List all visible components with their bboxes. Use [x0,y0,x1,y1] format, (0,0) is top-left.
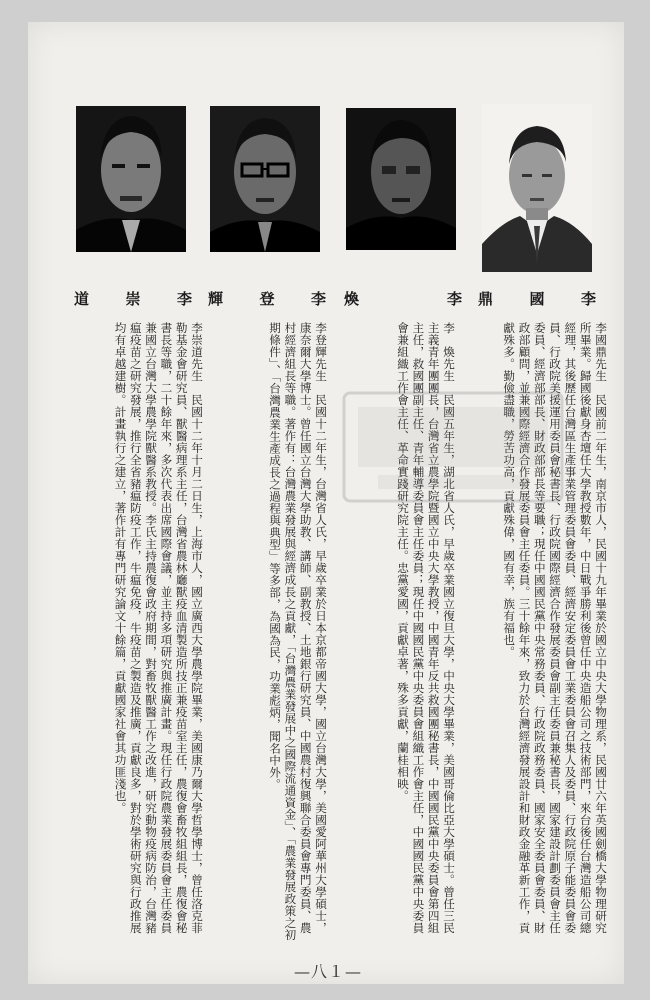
name-label-li-teng-hui [208,288,326,308]
name-char: 鼎 [478,289,494,308]
name-char: 道 [74,289,90,308]
name-label-li-huan [344,288,462,308]
name-char: 李 [310,289,326,308]
name-char: 輝 [208,289,224,308]
name-char: 登 [259,289,275,308]
biography-li-huan: 李 煥先生 民國五年生，湖北省人氏，早歲卒業國立復旦大學，中央大學畢業，美國哥倫比亞大學碩士。曾任三民主義青年團團長，台灣省立農學院暨國立中央大學教授，中國青年反共救國團秘書長，中國國民黨中央委員會第四組主任，救國團副主任、青年輔導委員會主任委員；現任中國國民黨中央委員會組織工作會主任，中國國民黨中央委員會兼組織工作會主任、革命實踐研究院主任。忠黨愛國，貢獻卓著，殊多貢獻，蘭桂相映。 [396,322,456,934]
name-char: 李 [446,289,462,308]
page-number: —八１— [293,962,362,981]
biography-li-kwoh-ting: 李國鼎先生 民國前二年生，南京市人，民國十九年畢業於國立中央大學物理系，民國廿六年英國劍橋大學物理研究所畢業。歸國後獻身杏壇任大學教授數年，中日戰爭勝利後曾任中央造船公司之技術部門，來台後任台灣造船公司總經理，其後歷任台灣區生產事業管理委員會委員、經濟安定委員會工業委員會召集人及委員、行政院原子能委員會委員、行政院美援運用委員會秘書長、行政院國際經濟合作發展委員會副主任委員兼秘書長，國家建設計劃委員會主任委員、經濟部部長、財政部部長等要職；現任中國國民黨中央常務委員、行政院政務委員、國家安全委員會委員、財政部顧問，並兼國際經濟合作發展委員會主任委員。三十餘年來，致力於台灣經濟發展設計和財政金融革新工作，貢獻殊多。勤儉盡職，勞苦功高，貢獻殊偉，國有幸，族有福也。 [502,322,608,934]
biography-li-teng-hui: 李登輝先生 民國十二年生，台灣省人氏，早歲卒業於日本京都帝國大學，國立台灣大學，美國愛阿華州大學碩士，康奈爾大學博士。曾任國立台灣大學助教、講師、副教授、土地銀行研究員、中國農村復興聯合委員會專門委員、農村經濟組長等職。著作有：台灣農業發展與經濟成長之貢獻，「台灣農業發展中之國際流通資金」、「農業發展政策之初期條件」、「台灣農業生產成長之過程與典型」等多部，為國為民，功業彪炳，聞名中外。 [268,322,328,941]
name-char: 國 [529,289,545,308]
name-char: 李 [580,289,596,308]
portrait-photo-li-teng-hui [210,106,320,252]
name-label-li-kwoh-ting [478,288,596,308]
portrait-photo-li-huan [346,108,456,250]
portrait-photo-li-kwoh-ting [482,104,592,272]
name-char: 煥 [344,289,360,308]
archive-watermark [338,387,568,507]
name-label-li-chung-tao [74,288,192,308]
name-char: 崇 [125,289,141,308]
name-char: 李 [176,289,192,308]
document-page [28,22,624,984]
biography-li-chung-tao: 李崇道先生 民國十二年十月二日生，上海市人，國立廣西大學農學院畢業，美國康乃爾大學哲學博士，曾任洛克菲勒基金會研究員、獸醫病理系主任，台灣省農林廳獸疫血清製造所技正兼疫苗室主任，農復會畜牧組組長，農復會秘書長等職，二十餘年來，多次代表出席國際會議，並主持多項研究與推廣計畫。現任行政院農業發展委員會主任委員兼國立台灣大學農學院獸醫系教授。李氏主持農復會政府期間，對畜牧獸醫工作之改進，研究動物疫病防治，台灣豬瘟疫苗之研究發展，推行全省豬瘟防疫工作，牛瘟免疫，牛疫苗之製造及推廣，貢獻良多，對於學術研究與行政推展均有卓越建樹。計畫執行之建立，著作計有專門研究論文十餘篇，貢獻國家社會其功匪淺也。 [113,322,204,934]
portrait-photo-li-chung-tao [76,106,186,252]
